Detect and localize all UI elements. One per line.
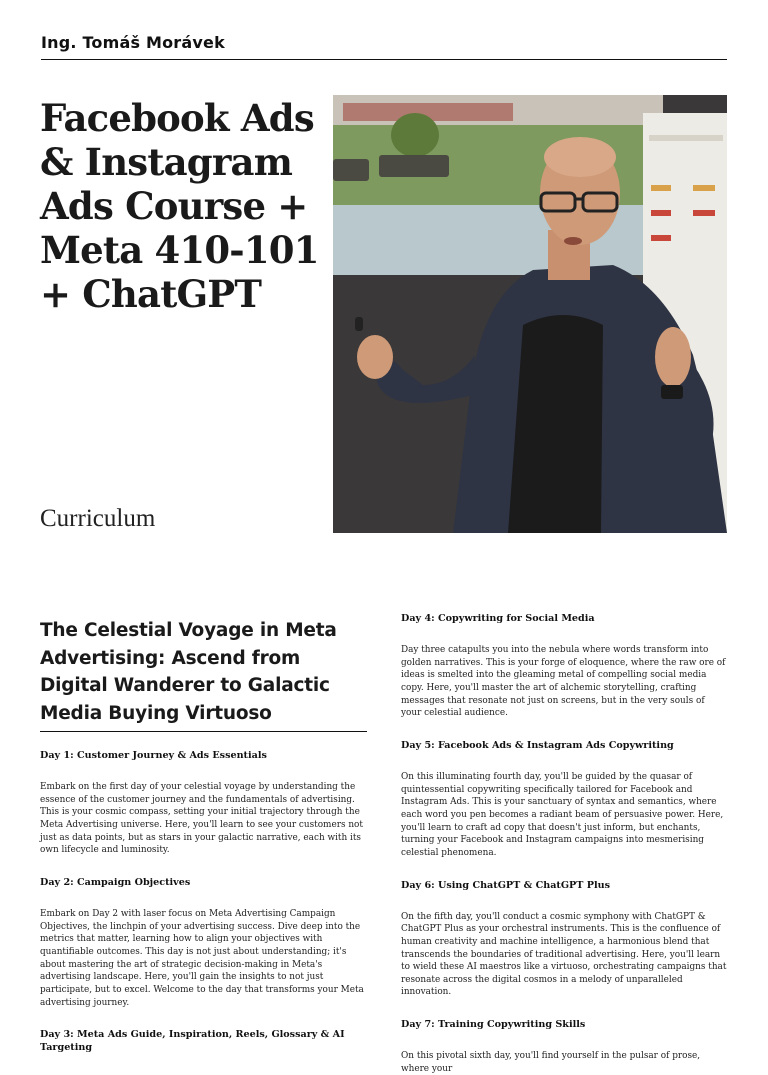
day-3	[40, 1028, 366, 1054]
day-4-description: Day three catapults you into the nebula where words transform into golden narratives. This is your forge of eloquence, where the raw ore of ideas is smelted into the gleaming metal of compelling social media copy. Here, you'll master the art of alchemic storytelling, crafting messages that resonate not just on screens, but in the very souls of your celestial audience.	[401, 645, 726, 719]
day-6	[401, 879, 727, 1000]
day-2	[40, 876, 366, 1009]
curriculum-right-column	[401, 612, 727, 1075]
day-2-description: Embark on Day 2 with laser focus on Meta Advertising Campaign Objectives, the linchpin of your advertising success. Dive deep into the metrics that matter, learning how to align your objectives with quantifiable outcomes. This day is not just about understanding; it's about mastering the art of strategic decision-making in Meta's advertising landscape. Here, you'll gain the insights to not just participate, but to excel. Welcome to the day that transforms your Meta advertising journey.	[40, 908, 364, 1008]
day-1	[40, 749, 366, 857]
course-title: Facebook Ads & Instagram Ads Course + Meta 410-101 + ChatGPT	[40, 96, 319, 316]
day-2-title: Day 2: Campaign Objectives	[40, 876, 191, 888]
speaker-photo	[333, 95, 727, 533]
day-6-title: Day 6: Using ChatGPT & ChatGPT Plus	[401, 879, 610, 891]
header	[41, 33, 727, 52]
day-7	[401, 1018, 727, 1075]
day-5	[401, 739, 727, 860]
day-4	[401, 612, 727, 720]
day-5-title: Day 5: Facebook Ads & Instagram Ads Copywriting	[401, 739, 674, 751]
day-1-title: Day 1: Customer Journey & Ads Essentials	[40, 750, 267, 761]
header-divider	[41, 59, 727, 60]
author-name: Ing. Tomáš Morávek	[41, 33, 225, 52]
day-6-description: On the fifth day, you'll conduct a cosmic symphony with ChatGPT & ChatGPT Plus as your orchestral instruments. This is the confluence of human creativity and machine intelligence, a harmonious blend that transcends the boundaries of traditional advertising. Here, you'll learn to wield these AI maestros like a virtuoso, orchestrating campaigns that resonate across the digital cosmos in a melody of unparalleled innovation.	[401, 911, 727, 998]
day-7-title: Day 7: Training Copywriting Skills	[401, 1019, 586, 1031]
course-heading: The Celestial Voyage in Meta Advertising: Ascend from Digital Wanderer to Galactic Media Buying Virtuoso	[40, 620, 337, 724]
curriculum-left-column	[40, 617, 366, 1054]
course-heading-divider	[40, 731, 367, 732]
day-5-description: On this illuminating fourth day, you'll be guided by the quasar of quintessential copywriting specifically tailored for Facebook and Instagram Ads. This is your sanctuary of syntax and semantics, where each word you pen becomes a radiant beam of persuasive power. Here, you'll learn to craft ad copy that doesn't just inform, but enchants, turning your Facebook and Instagram campaigns into mesmerising celestial phenomena.	[401, 771, 724, 858]
day-1-description: Embark on the first day of your celestial voyage by understanding the essence of the customer journey and the fundamentals of advertising. This is your cosmic compass, setting your initial trajectory through the Meta Advertising universe. Here, you'll learn to see your customers not just as data points, but as stars in your galactic narrative, each with its own lifecycle and luminosity.	[40, 782, 363, 856]
curriculum-label: Curriculum	[40, 505, 156, 532]
day-3-title: Day 3: Meta Ads Guide, Inspiration, Reels, Glossary & AI Targeting	[40, 1029, 345, 1054]
day-7-description: On this pivotal sixth day, you'll find yourself in the pulsar of prose, where your	[401, 1051, 701, 1074]
day-4-title: Day 4: Copywriting for Social Media	[401, 613, 595, 624]
